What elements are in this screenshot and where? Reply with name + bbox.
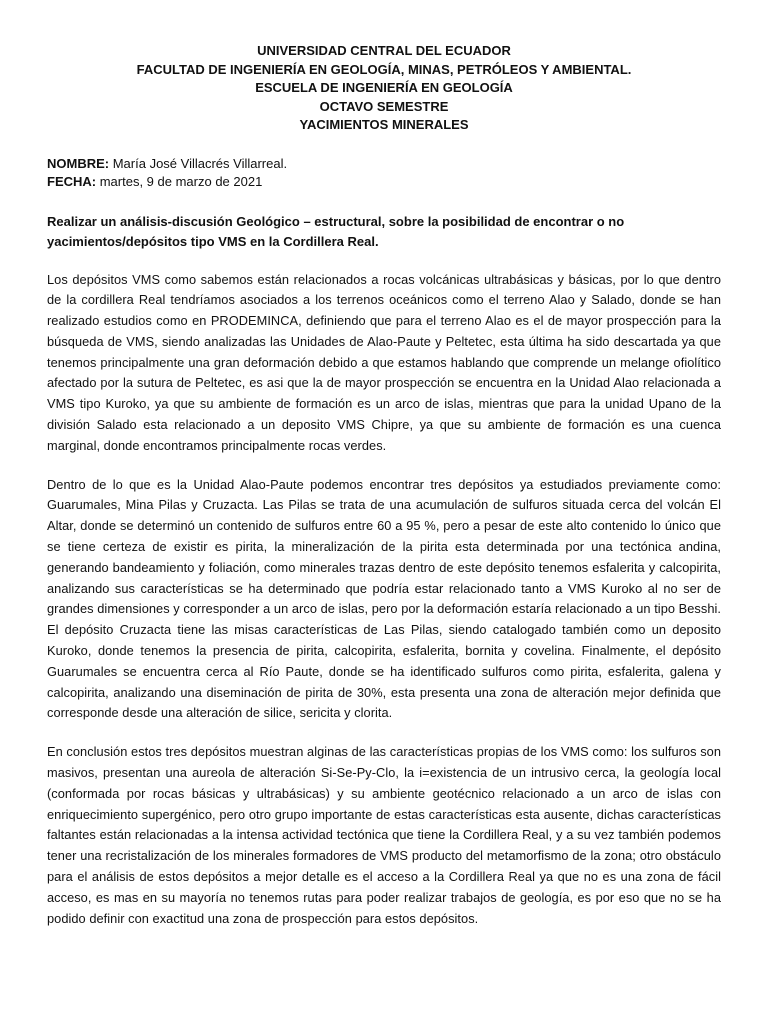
- name-line: [47, 155, 721, 174]
- name-value: María José Villacrés Villarreal.: [109, 155, 288, 171]
- student-info: [47, 155, 721, 192]
- paragraph-1: Los depósitos VMS como sabemos están relacionados a rocas volcánicas ultrabásicas y básicas, por lo que dentro de la cordillera Real tendríamos asociados a los terrenos oceánicos como el terreno Alao y Salado, donde se han realizado estudios como en PRODEMINCA, definiendo que para el terreno Alao es el de mayor prospección para la búsqueda de VMS, siendo analizadas las Unidades de Alao-Paute y Peltetec, esta última ha sido descartada ya que tenemos principalmente una gran deformación debido a que estamos hablando que comprende un melange ofiolítico afectado por la sutura de Peltetec, es asi que la de mayor prospección se encuentra en la Unidad Alao relacionada a VMS tipo Kuroko, ya que su ambiente de formación es un arco de islas, mientras que para la unidad Upano de la división Salado esta relacionado a un deposito VMS Chipre, ya que su ambiente de formación es una cuenca marginal, donde encontramos principalmente rocas verdes.: [47, 271, 721, 453]
- date-line: [47, 173, 721, 192]
- paragraph-3: En conclusión estos tres depósitos muestran alginas de las características propias de los VMS como: los sulfuros son masivos, presentan una aureola de alteración Si-Se-Py-Clo, la i=existencia de un intrusivo cerca, la geología local (conformada por rocas básicas y ultrabásicas) y su ambiente geotécnico relacionado a un arco de islas con enriquecimiento supergénico, pero otro grupo importante de estas características esta ausente, dichas características faltantes están relacionadas a la intensa actividad tectónica que tiene la Cordillera Real, y a su vez también podemos tener una recristalización de los minerales formadores de VMS producto del metamorfismo de la zona; otro obstáculo para el análisis de estos depósitos a mejor detalle es el acceso a la Cordillera Real ya que no es una zona de fácil acceso, es mas en su mayoría no tenemos rutas para poder realizar trabajos de geología, es por eso que no se ha podido definir con exactitud una zona de prospección para estos depósitos.: [47, 744, 721, 926]
- faculty-name: FACULTAD DE INGENIERÍA EN GEOLOGÍA, MINAS, PETRÓLEOS Y AMBIENTAL.: [136, 61, 632, 77]
- university-name: UNIVERSIDAD CENTRAL DEL ECUADOR: [257, 43, 511, 58]
- name-label: NOMBRE:: [47, 155, 110, 171]
- course-name: YACIMIENTOS MINERALES: [299, 117, 469, 132]
- date-value: martes, 9 de marzo de 2021: [96, 174, 263, 189]
- date-label: FECHA:: [47, 174, 97, 189]
- paragraph-2: Dentro de lo que es la Unidad Alao-Paute podemos encontrar tres depósitos ya estudiados previamente como: Guarumales, Mina Pilas y Cruzacta. Las Pilas se trata de una acumulación de sulfuros situada cerca del volcán El Altar, donde se determinó un contenido de sulfuros entre 60 a 95 %, pero a pesar de este alto contenido lo único que se tiene certeza de existir es pirita, la mineralización de la pirita esta determinada por una tectónica andina, generando bandeamiento y foliación, como minerales trazas dentro de este depósito tenemos esfalerita y calcopirita, analizando sus características se ha determinado que podría estar relacionado tanto a VMS Kuroko al no ser de grandes dimensiones y corresponder a un arco de islas, pero por la deformación estaría relacionado a un tipo Besshi. El depósito Cruzacta tiene las misas características de Las Pilas, siendo catalogado también como un deposito Kuroko, donde tenemos la presencia de pirita, calcopirita, esfalerita, bornita y covelina. Finalmente, el depósito Guarumales se encuentra cerca al Río Paute, donde se ha identificado sulfuros como pirita, esfalerita, galena y calcopirita, analizando una diseminación de pirita de 30%, esta presenta una zona de alteración mejor definida que corresponde desde una alteración de silice, sericita y clorita.: [47, 476, 721, 721]
- document-header: [47, 42, 721, 135]
- semester: OCTAVO SEMESTRE: [319, 98, 449, 114]
- school-name: ESCUELA DE INGENIERÍA EN GEOLOGÍA: [255, 80, 513, 95]
- assignment-prompt: Realizar un análisis-discusión Geológico – estructural, sobre la posibilidad de encontrar o no yacimientos/depósitos tipo VMS en la Cordillera Real.: [47, 213, 625, 249]
